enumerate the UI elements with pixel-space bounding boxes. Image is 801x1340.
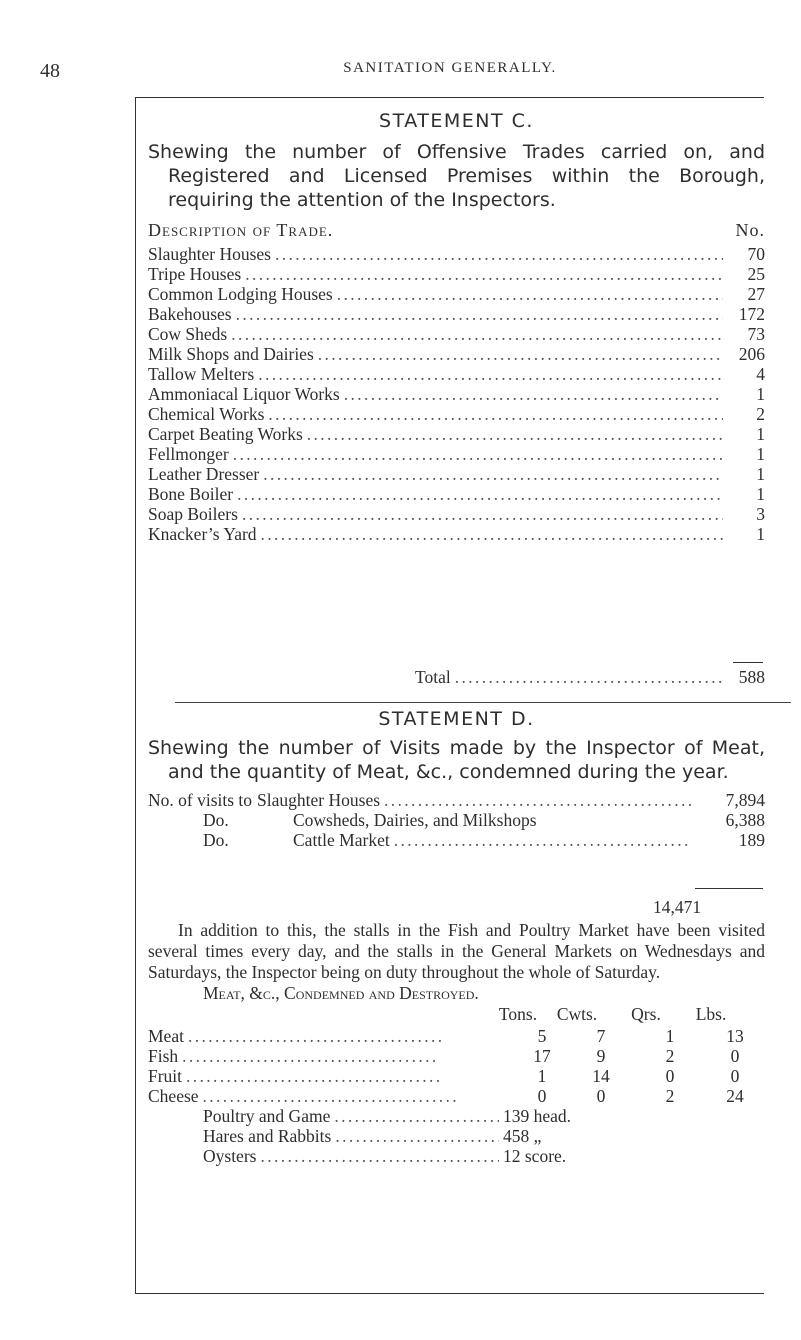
counted-value: 139 head. <box>503 1106 572 1126</box>
total-label: Total <box>415 667 451 687</box>
counted-row <box>203 1126 593 1146</box>
visit-label: Slaughter Houses <box>257 790 381 810</box>
visit-prefix: Do. <box>203 830 229 850</box>
total-rule <box>733 662 763 663</box>
leader-dots <box>261 524 723 544</box>
trade-row <box>148 464 765 484</box>
condemned-row <box>148 1066 765 1086</box>
condemned-value: 0 <box>537 1086 547 1106</box>
leader-dots <box>307 424 723 444</box>
trade-label: Fellmonger <box>148 444 229 464</box>
total-value: 588 <box>738 667 765 687</box>
condemned-value: 17 <box>533 1046 551 1066</box>
page-header <box>40 60 760 100</box>
condemned-heading: Meat, &c., Condemned and Destroyed. <box>203 983 479 1003</box>
counted-label: Hares and Rabbits <box>203 1126 332 1146</box>
section-divider <box>175 702 791 703</box>
visit-row <box>148 810 765 830</box>
leader-dots <box>260 1146 499 1166</box>
trade-count: 73 <box>747 324 765 344</box>
visit-label: Cattle Market <box>293 830 390 850</box>
condemned-value: 9 <box>596 1046 606 1066</box>
leader-dots <box>263 464 723 484</box>
trade-row <box>148 404 765 424</box>
condemned-column-header: Lbs. <box>695 1004 727 1024</box>
condemned-value: 5 <box>537 1026 547 1046</box>
trade-count: 4 <box>756 364 765 384</box>
trade-count: 70 <box>747 244 765 264</box>
leader-dots <box>344 384 723 404</box>
total-row <box>415 667 765 687</box>
trade-count: 1 <box>756 384 765 404</box>
condemned-column-header: Tons. <box>498 1004 538 1024</box>
trade-row <box>148 284 765 304</box>
trade-row <box>148 484 765 504</box>
condemned-value: 24 <box>726 1086 744 1106</box>
visit-prefix: No. of visits to <box>148 790 253 810</box>
condemned-column-header: Cwts. <box>556 1004 598 1024</box>
trade-label: Chemical Works <box>148 404 265 424</box>
visit-list <box>148 790 765 850</box>
leader-dots <box>335 1126 499 1146</box>
condemned-value: 2 <box>665 1086 675 1106</box>
leader-dots <box>258 364 723 384</box>
leader-dots <box>233 444 723 464</box>
leader-dots <box>275 244 723 264</box>
trade-count: 1 <box>756 484 765 504</box>
trade-count: 1 <box>756 524 765 544</box>
condemned-value: 0 <box>730 1046 740 1066</box>
condemned-value: 13 <box>726 1026 744 1046</box>
trade-row <box>148 424 765 444</box>
statement-d-title: STATEMENT D. <box>378 708 535 730</box>
trade-count: 27 <box>747 284 765 304</box>
leader-dots <box>182 1046 513 1066</box>
leader-dots <box>394 830 691 850</box>
trade-label: Soap Boilers <box>148 504 238 524</box>
trade-label: Milk Shops and Dairies <box>148 344 314 364</box>
leader-dots <box>188 1026 513 1046</box>
visit-count: 7,894 <box>725 790 765 810</box>
condemned-label: Cheese <box>148 1086 199 1106</box>
trade-label: Cow Sheds <box>148 324 228 344</box>
trade-row <box>148 444 765 464</box>
markets-paragraph: In addition to this, the stalls in the Fish and Poultry Market have been visited several times every day, and the stalls in the General Markets on Wednesdays and Saturdays, the Inspector being on duty throughout the whole of Saturday. <box>148 920 765 982</box>
counted-row <box>203 1146 593 1166</box>
counted-label: Poultry and Game <box>203 1106 331 1126</box>
condemned-row <box>148 1026 765 1046</box>
trade-row <box>148 304 765 324</box>
visits-rule <box>695 888 763 889</box>
leader-dots <box>203 1086 513 1106</box>
condemned-value: 0 <box>665 1066 675 1086</box>
trade-label: Tallow Melters <box>148 364 255 384</box>
trade-label: Bakehouses <box>148 304 232 324</box>
counted-row <box>203 1106 593 1126</box>
leader-dots <box>237 484 723 504</box>
leader-dots <box>384 790 691 810</box>
leader-dots <box>236 304 723 324</box>
statement-d-body <box>148 897 765 1166</box>
trade-row <box>148 264 765 284</box>
leader-dots <box>334 1106 499 1126</box>
leader-dots <box>268 404 723 424</box>
condemned-value: 2 <box>665 1046 675 1066</box>
leader-dots <box>318 344 723 364</box>
trade-label: Slaughter Houses <box>148 244 271 264</box>
leader-dots <box>242 504 723 524</box>
trade-count: 25 <box>747 264 765 284</box>
condemned-value: 1 <box>537 1066 547 1086</box>
visit-row <box>148 790 765 810</box>
trade-count: 1 <box>756 444 765 464</box>
counted-label: Oysters <box>203 1146 257 1166</box>
trade-list <box>148 244 765 544</box>
condemned-label: Fish <box>148 1046 179 1066</box>
condemned-label: Meat <box>148 1026 184 1046</box>
trade-row <box>148 324 765 344</box>
visits-total: 14,471 <box>653 897 702 917</box>
description-column-header: Description of Trade. <box>148 220 334 240</box>
trade-count: 172 <box>738 304 765 324</box>
counted-value: 12 score. <box>503 1146 567 1166</box>
leader-dots <box>231 324 723 344</box>
visit-prefix: Do. <box>203 810 229 830</box>
leader-dots <box>245 264 723 284</box>
condemned-value: 7 <box>596 1026 606 1046</box>
statement-c <box>148 110 765 544</box>
statement-c-title: STATEMENT C. <box>379 110 534 132</box>
visit-count: 6,388 <box>725 810 765 830</box>
condemned-row <box>148 1086 765 1106</box>
trade-label: Carpet Beating Works <box>148 424 303 444</box>
statement-d-description: Shewing the number of Visits made by the Inspector of Meat, and the quantity of Meat, &c., condemned during the year. <box>148 737 765 783</box>
trade-row <box>148 384 765 404</box>
condemned-value: 0 <box>596 1086 606 1106</box>
running-head: SANITATION GENERALLY. <box>343 60 557 76</box>
leader-dots <box>186 1066 513 1086</box>
trade-row <box>148 244 765 264</box>
trade-count: 1 <box>756 424 765 444</box>
number-column-header: No. <box>735 220 765 240</box>
trade-label: Knacker’s Yard <box>148 524 257 544</box>
condemned-label: Fruit <box>148 1066 183 1086</box>
visit-row <box>148 830 765 850</box>
page-number: 48 <box>40 60 60 82</box>
trade-count: 3 <box>756 504 765 524</box>
statement-c-column-headers <box>148 220 765 241</box>
trade-label: Ammoniacal Liquor Works <box>148 384 340 404</box>
visit-label: Cowsheds, Dairies, and Milkshops <box>293 810 537 830</box>
trade-label: Leather Dresser <box>148 464 260 484</box>
trade-label: Bone Boiler <box>148 484 234 504</box>
condemned-list <box>148 1026 765 1106</box>
trade-count: 206 <box>738 344 765 364</box>
condemned-column-headers <box>148 1004 765 1026</box>
condemned-value: 0 <box>730 1066 740 1086</box>
trade-row <box>148 344 765 364</box>
trade-count: 1 <box>756 464 765 484</box>
condemned-row <box>148 1046 765 1066</box>
trade-row <box>148 524 765 544</box>
counted-list <box>148 1106 593 1166</box>
visit-count: 189 <box>738 830 765 850</box>
leader-dots <box>337 284 723 304</box>
counted-value: 458 „ <box>503 1126 542 1146</box>
trade-row <box>148 504 765 524</box>
condemned-column-header: Qrs. <box>631 1004 661 1024</box>
trade-row <box>148 364 765 384</box>
condemned-value: 1 <box>665 1026 675 1046</box>
statement-c-description: Shewing the number of Offensive Trades carried on, and Registered and Licensed Premises within the Borough, requiring the attention of the Inspectors. <box>148 141 765 211</box>
statement-d <box>148 708 765 850</box>
trade-label: Common Lodging Houses <box>148 284 333 304</box>
condemned-value: 14 <box>592 1066 610 1086</box>
trade-label: Tripe Houses <box>148 264 242 284</box>
trade-count: 2 <box>756 404 765 424</box>
